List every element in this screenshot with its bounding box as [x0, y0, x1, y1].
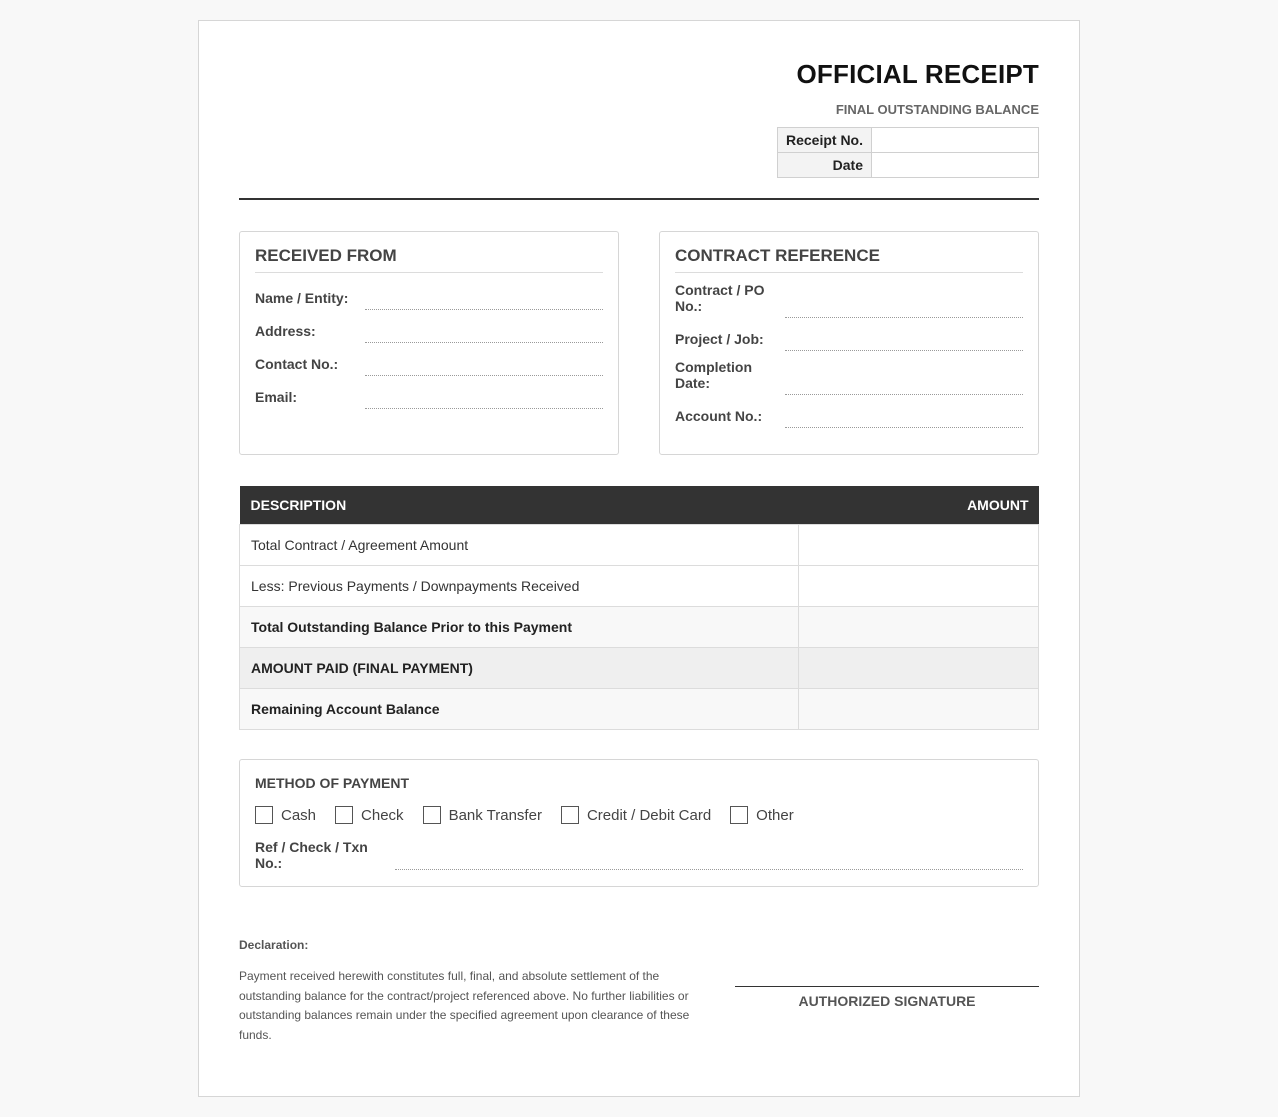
receipt-page — [198, 20, 1080, 1097]
contact-no-field[interactable] — [255, 342, 603, 376]
bank-transfer-checkbox[interactable] — [423, 806, 441, 824]
ref-no-line[interactable] — [395, 869, 1023, 870]
account-no-field[interactable] — [675, 394, 1023, 428]
header-divider — [239, 198, 1039, 200]
row-amount-field[interactable] — [799, 565, 1039, 606]
date-row — [778, 153, 1039, 178]
option-other[interactable] — [730, 806, 794, 824]
payment-method-box — [239, 759, 1039, 887]
check-label: Check — [361, 806, 404, 824]
row-amount-field[interactable] — [799, 606, 1039, 647]
receipt-subtitle: FINAL OUTSTANDING BALANCE — [835, 102, 1039, 117]
receipt-no-field[interactable] — [872, 128, 1039, 153]
row-description: Remaining Account Balance — [240, 688, 799, 729]
project-job-line[interactable] — [785, 350, 1023, 351]
signature-line[interactable] — [735, 986, 1039, 987]
table-row — [240, 524, 1039, 565]
declaration-title: Declaration: — [239, 938, 309, 952]
card-checkbox[interactable] — [561, 806, 579, 824]
table-row — [240, 647, 1039, 688]
row-description: Total Contract / Agreement Amount — [240, 524, 799, 565]
contact-no-label: Contact No.: — [255, 356, 339, 372]
address-field[interactable] — [255, 309, 603, 343]
received-from-title: RECEIVED FROM — [255, 246, 603, 273]
amount-header: AMOUNT — [799, 486, 1039, 524]
email-label: Email: — [255, 389, 298, 405]
row-amount-field[interactable] — [799, 524, 1039, 565]
row-amount-field[interactable] — [799, 688, 1039, 729]
receipt-meta-table — [777, 127, 1039, 178]
amount-table-header — [240, 486, 1039, 524]
date-label: Date — [778, 153, 872, 178]
cash-label: Cash — [281, 806, 317, 824]
ref-no-label: Ref / Check / Txn No.: — [255, 839, 368, 871]
receipt-title: OFFICIAL RECEIPT — [796, 59, 1039, 89]
card-label: Credit / Debit Card — [586, 806, 712, 824]
project-job-label: Project / Job: — [675, 331, 764, 347]
row-description: AMOUNT PAID (FINAL PAYMENT) — [240, 647, 799, 688]
project-job-field[interactable] — [675, 317, 1023, 351]
email-field[interactable] — [255, 375, 603, 409]
completion-date-field[interactable] — [675, 361, 1023, 395]
receipt-no-label: Receipt No. — [778, 128, 872, 153]
row-description: Total Outstanding Balance Prior to this Payment — [240, 606, 799, 647]
contract-reference-box — [659, 231, 1039, 455]
cash-checkbox[interactable] — [255, 806, 273, 824]
other-label: Other — [756, 806, 794, 824]
contract-reference-title: CONTRACT REFERENCE — [675, 246, 1023, 273]
option-cash[interactable] — [255, 806, 316, 824]
received-from-box — [239, 231, 619, 455]
table-row — [240, 565, 1039, 606]
receipt-no-row — [778, 128, 1039, 153]
account-no-line[interactable] — [785, 427, 1023, 428]
signature-label: AUTHORIZED SIGNATURE — [798, 993, 976, 1009]
table-row — [240, 688, 1039, 729]
bank-transfer-label: Bank Transfer — [448, 806, 542, 824]
contract-po-field[interactable] — [675, 284, 1023, 318]
name-entity-label: Name / Entity: — [255, 290, 349, 306]
name-entity-field[interactable] — [255, 276, 603, 310]
amount-table — [239, 486, 1039, 730]
account-no-label: Account No.: — [675, 408, 763, 424]
option-check[interactable] — [335, 806, 404, 824]
date-field[interactable] — [872, 153, 1039, 178]
declaration-text: Payment received herewith constitutes full, final, and absolute settlement of the outstanding balance for the contract/project referenced above. No further liabilities or outstanding balances remain under the specified agreement upon clearance of these funds. — [239, 969, 690, 1042]
payment-options — [255, 806, 813, 824]
description-header: DESCRIPTION — [240, 486, 799, 524]
other-checkbox[interactable] — [730, 806, 748, 824]
option-card[interactable] — [561, 806, 711, 824]
option-bank-transfer[interactable] — [423, 806, 542, 824]
row-amount-field[interactable] — [799, 647, 1039, 688]
check-checkbox[interactable] — [335, 806, 353, 824]
email-line[interactable] — [365, 408, 603, 409]
address-label: Address: — [255, 323, 316, 339]
table-row — [240, 606, 1039, 647]
completion-date-label: Completion Date: — [675, 359, 752, 391]
row-description: Less: Previous Payments / Downpayments Received — [240, 565, 799, 606]
contract-po-label: Contract / PO No.: — [675, 282, 765, 314]
payment-method-title: METHOD OF PAYMENT — [255, 775, 410, 791]
